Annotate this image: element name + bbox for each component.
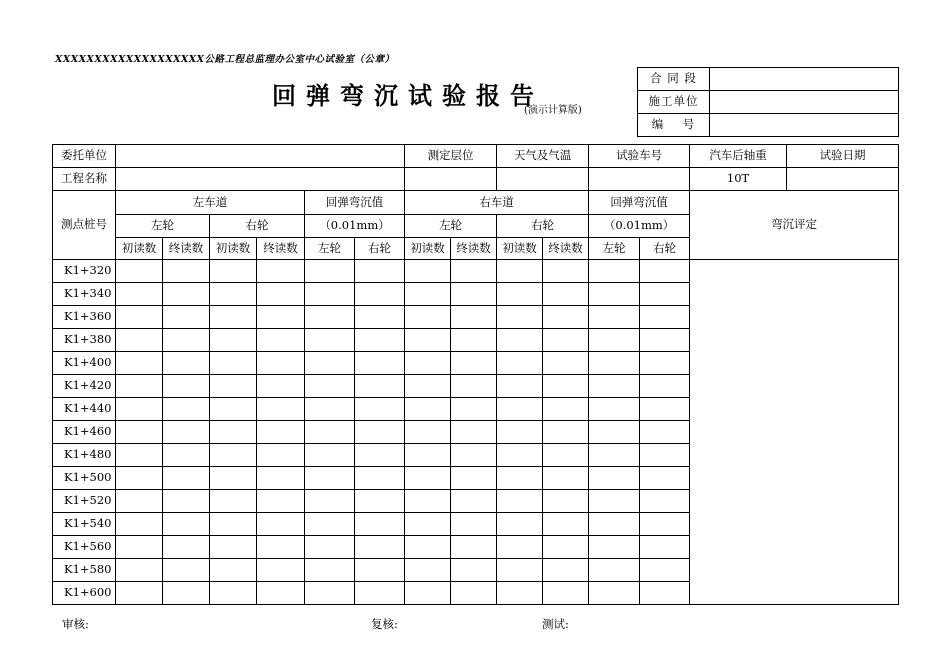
reading-cell[interactable]: [589, 421, 640, 444]
station-cell: K1+360: [53, 306, 116, 329]
evaluation-cell[interactable]: [690, 260, 899, 605]
reading-cell[interactable]: [305, 513, 355, 536]
reading-cell[interactable]: [355, 467, 405, 490]
reading-cell[interactable]: [451, 260, 497, 283]
reading-cell[interactable]: [405, 467, 451, 490]
reading-cell[interactable]: [305, 398, 355, 421]
reading-cell[interactable]: [116, 352, 163, 375]
reading-cell[interactable]: [640, 260, 690, 283]
reading-cell[interactable]: [640, 513, 690, 536]
reading-cell[interactable]: [589, 513, 640, 536]
reading-cell[interactable]: [589, 582, 640, 605]
station-cell: K1+320: [53, 260, 116, 283]
contract-value[interactable]: [710, 68, 899, 91]
left-unit-header: （0.01mm）: [305, 215, 405, 238]
station-cell: K1+340: [53, 283, 116, 306]
reading-cell[interactable]: [405, 306, 451, 329]
reading-cell[interactable]: [355, 352, 405, 375]
reading-cell[interactable]: [640, 536, 690, 559]
reading-cell[interactable]: [210, 375, 257, 398]
reading-cell[interactable]: [405, 375, 451, 398]
final-reading-header: 终读数: [163, 238, 210, 260]
station-cell: K1+380: [53, 329, 116, 352]
station-cell: K1+580: [53, 559, 116, 582]
reading-cell[interactable]: [163, 582, 210, 605]
right-wheel-header: 右轮: [355, 238, 405, 260]
reading-cell[interactable]: [355, 398, 405, 421]
reading-cell[interactable]: [640, 283, 690, 306]
date-value[interactable]: [787, 168, 899, 191]
reading-cell[interactable]: [257, 398, 305, 421]
reading-cell[interactable]: [589, 536, 640, 559]
reading-cell[interactable]: [451, 329, 497, 352]
contractor-label: 施工单位: [638, 91, 710, 114]
reading-cell[interactable]: [163, 306, 210, 329]
reading-cell[interactable]: [116, 306, 163, 329]
reading-cell[interactable]: [210, 513, 257, 536]
reading-cell[interactable]: [543, 467, 589, 490]
reading-cell[interactable]: [405, 421, 451, 444]
tester-label: 测试:: [542, 617, 569, 631]
project-value[interactable]: [116, 168, 405, 191]
reading-cell[interactable]: [640, 306, 690, 329]
reading-cell[interactable]: [116, 260, 163, 283]
reading-cell[interactable]: [210, 559, 257, 582]
reading-cell[interactable]: [257, 444, 305, 467]
right-unit-header: （0.01mm）: [589, 215, 690, 238]
reading-cell[interactable]: [497, 536, 543, 559]
reading-cell[interactable]: [210, 352, 257, 375]
reading-cell[interactable]: [543, 375, 589, 398]
initial-reading-header: 初读数: [405, 238, 451, 260]
organization-name: XXXXXXXXXXXXXXXXXXX公路工程总监理办公室中心试验室（公章）: [55, 54, 395, 65]
reading-cell[interactable]: [451, 352, 497, 375]
reading-cell[interactable]: [116, 421, 163, 444]
reading-cell[interactable]: [589, 375, 640, 398]
reading-cell[interactable]: [405, 444, 451, 467]
reading-cell[interactable]: [305, 283, 355, 306]
meta-row-2: [53, 168, 899, 191]
reading-cell[interactable]: [257, 513, 305, 536]
reading-cell[interactable]: [405, 398, 451, 421]
reading-cell[interactable]: [355, 260, 405, 283]
right-rebound-header: 回弹弯沉值: [589, 191, 690, 215]
reading-cell[interactable]: [640, 490, 690, 513]
reading-cell[interactable]: [405, 513, 451, 536]
reading-cell[interactable]: [405, 260, 451, 283]
reading-cell[interactable]: [451, 421, 497, 444]
reading-cell[interactable]: [497, 582, 543, 605]
evaluation-header: 弯沉评定: [690, 191, 899, 260]
right-lane-left-wheel: 左轮: [405, 215, 497, 238]
left-lane-header: 左车道: [116, 191, 305, 215]
station-cell: K1+600: [53, 582, 116, 605]
reading-cell[interactable]: [497, 352, 543, 375]
reading-cell[interactable]: [257, 352, 305, 375]
initial-reading-header: 初读数: [210, 238, 257, 260]
reading-cell[interactable]: [451, 536, 497, 559]
reading-cell[interactable]: [257, 260, 305, 283]
reading-cell[interactable]: [589, 398, 640, 421]
reading-cell[interactable]: [497, 444, 543, 467]
reading-cell[interactable]: [451, 582, 497, 605]
reading-cell[interactable]: [451, 398, 497, 421]
reading-cell[interactable]: [257, 582, 305, 605]
reading-cell[interactable]: [355, 375, 405, 398]
reading-cell[interactable]: [497, 283, 543, 306]
reading-cell[interactable]: [210, 329, 257, 352]
reading-cell[interactable]: [355, 283, 405, 306]
reading-cell[interactable]: [640, 421, 690, 444]
reading-cell[interactable]: [589, 329, 640, 352]
station-cell: K1+400: [53, 352, 116, 375]
layer-label: 测定层位: [405, 145, 497, 168]
reading-cell[interactable]: [497, 306, 543, 329]
reading-cell[interactable]: [163, 536, 210, 559]
reading-cell[interactable]: [543, 398, 589, 421]
reading-cell[interactable]: [355, 329, 405, 352]
table-row: [53, 260, 899, 283]
left-lane-right-wheel: 右轮: [210, 215, 305, 238]
reading-cell[interactable]: [589, 283, 640, 306]
reading-cell[interactable]: [116, 467, 163, 490]
reading-cell[interactable]: [163, 375, 210, 398]
reading-cell[interactable]: [497, 467, 543, 490]
info-box: [637, 67, 899, 137]
reviewer-label: 审核:: [62, 617, 89, 631]
reading-cell[interactable]: [497, 421, 543, 444]
contract-label: 合 同 段: [638, 68, 710, 91]
reading-cell[interactable]: [451, 559, 497, 582]
reading-cell[interactable]: [355, 444, 405, 467]
number-row: [638, 114, 899, 137]
reading-cell[interactable]: [305, 536, 355, 559]
reading-cell[interactable]: [589, 352, 640, 375]
reading-cell[interactable]: [405, 329, 451, 352]
report-title: 回弹弯沉试验报告: [272, 81, 544, 110]
reading-cell[interactable]: [543, 260, 589, 283]
reading-cell[interactable]: [589, 444, 640, 467]
reading-cell[interactable]: [543, 444, 589, 467]
reading-cell[interactable]: [305, 421, 355, 444]
reading-cell[interactable]: [163, 467, 210, 490]
reading-cell[interactable]: [497, 513, 543, 536]
station-cell: K1+440: [53, 398, 116, 421]
reading-cell[interactable]: [355, 513, 405, 536]
reading-cell[interactable]: [257, 329, 305, 352]
final-reading-header: 终读数: [257, 238, 305, 260]
reading-cell[interactable]: [640, 467, 690, 490]
reading-cell[interactable]: [405, 559, 451, 582]
reading-cell[interactable]: [116, 375, 163, 398]
reading-cell[interactable]: [116, 536, 163, 559]
contractor-row: [638, 91, 899, 114]
reading-cell[interactable]: [640, 398, 690, 421]
weather-label: 天气及气温: [497, 145, 589, 168]
reading-cell[interactable]: [210, 467, 257, 490]
reading-cell[interactable]: [543, 513, 589, 536]
station-cell: K1+540: [53, 513, 116, 536]
reading-cell[interactable]: [497, 375, 543, 398]
reading-cell[interactable]: [589, 260, 640, 283]
reading-cell[interactable]: [497, 260, 543, 283]
number-label: 编 号: [638, 114, 710, 137]
reading-cell[interactable]: [543, 306, 589, 329]
reading-cell[interactable]: [451, 444, 497, 467]
reading-cell[interactable]: [543, 490, 589, 513]
reading-cell[interactable]: [640, 375, 690, 398]
axle-value[interactable]: 10T: [690, 168, 787, 191]
reading-cell[interactable]: [589, 306, 640, 329]
reading-cell[interactable]: [589, 559, 640, 582]
reading-cell[interactable]: [451, 306, 497, 329]
reading-cell[interactable]: [116, 444, 163, 467]
reading-cell[interactable]: [451, 283, 497, 306]
reading-cell[interactable]: [305, 375, 355, 398]
station-cell: K1+560: [53, 536, 116, 559]
reading-cell[interactable]: [163, 444, 210, 467]
axle-label: 汽车后轴重: [690, 145, 787, 168]
reading-cell[interactable]: [116, 490, 163, 513]
reading-cell[interactable]: [257, 375, 305, 398]
reading-cell[interactable]: [405, 582, 451, 605]
reading-cell[interactable]: [497, 329, 543, 352]
reading-cell[interactable]: [405, 352, 451, 375]
reading-cell[interactable]: [305, 329, 355, 352]
reading-cell[interactable]: [163, 398, 210, 421]
reading-cell[interactable]: [543, 559, 589, 582]
reading-cell[interactable]: [210, 283, 257, 306]
reading-cell[interactable]: [163, 559, 210, 582]
client-label: 委托单位: [53, 145, 116, 168]
contract-row: [638, 68, 899, 91]
reading-cell[interactable]: [640, 559, 690, 582]
reading-cell[interactable]: [451, 467, 497, 490]
left-wheel-header: 左轮: [589, 238, 640, 260]
reading-cell[interactable]: [543, 536, 589, 559]
reading-cell[interactable]: [210, 306, 257, 329]
reading-cell[interactable]: [163, 260, 210, 283]
project-label: 工程名称: [53, 168, 116, 191]
final-reading-header: 终读数: [451, 238, 497, 260]
reading-cell[interactable]: [210, 421, 257, 444]
reading-cell[interactable]: [405, 490, 451, 513]
contractor-value[interactable]: [710, 91, 899, 114]
reading-cell[interactable]: [210, 398, 257, 421]
right-wheel-header: 右轮: [640, 238, 690, 260]
reading-cell[interactable]: [640, 352, 690, 375]
client-value[interactable]: [116, 145, 405, 168]
reading-cell[interactable]: [257, 421, 305, 444]
reading-cell[interactable]: [497, 490, 543, 513]
reading-cell[interactable]: [355, 559, 405, 582]
header-row-1: [53, 191, 899, 215]
reading-cell[interactable]: [355, 490, 405, 513]
vehicle-label: 试验车号: [589, 145, 690, 168]
station-cell: K1+520: [53, 490, 116, 513]
checker-label: 复核:: [371, 617, 398, 631]
station-cell: K1+500: [53, 467, 116, 490]
reading-cell[interactable]: [116, 329, 163, 352]
number-value[interactable]: [710, 114, 899, 137]
reading-cell[interactable]: [163, 283, 210, 306]
reading-cell[interactable]: [305, 352, 355, 375]
reading-cell[interactable]: [257, 490, 305, 513]
right-lane-header: 右车道: [405, 191, 589, 215]
reading-cell[interactable]: [305, 306, 355, 329]
reading-cell[interactable]: [355, 536, 405, 559]
reading-cell[interactable]: [163, 513, 210, 536]
reading-cell[interactable]: [210, 490, 257, 513]
weather-value[interactable]: [497, 168, 589, 191]
reading-cell[interactable]: [355, 421, 405, 444]
reading-cell[interactable]: [543, 421, 589, 444]
reading-cell[interactable]: [257, 536, 305, 559]
reading-cell[interactable]: [589, 490, 640, 513]
reading-cell[interactable]: [257, 559, 305, 582]
reading-cell[interactable]: [210, 444, 257, 467]
reading-cell[interactable]: [451, 513, 497, 536]
initial-reading-header: 初读数: [497, 238, 543, 260]
reading-cell[interactable]: [543, 582, 589, 605]
report-subtitle: (演示计算版): [524, 105, 582, 116]
reading-cell[interactable]: [163, 352, 210, 375]
meta-row-1: [53, 145, 899, 168]
station-cell: K1+480: [53, 444, 116, 467]
reading-cell[interactable]: [355, 582, 405, 605]
reading-cell[interactable]: [305, 467, 355, 490]
station-cell: K1+460: [53, 421, 116, 444]
reading-cell[interactable]: [589, 467, 640, 490]
reading-cell[interactable]: [305, 260, 355, 283]
reading-cell[interactable]: [210, 582, 257, 605]
reading-cell[interactable]: [116, 283, 163, 306]
reading-cell[interactable]: [640, 444, 690, 467]
reading-cell[interactable]: [116, 513, 163, 536]
left-wheel-header: 左轮: [305, 238, 355, 260]
left-lane-left-wheel: 左轮: [116, 215, 210, 238]
reading-cell[interactable]: [497, 559, 543, 582]
vehicle-value[interactable]: [589, 168, 690, 191]
reading-cell[interactable]: [543, 329, 589, 352]
reading-cell[interactable]: [163, 329, 210, 352]
reading-cell[interactable]: [116, 582, 163, 605]
reading-cell[interactable]: [116, 398, 163, 421]
reading-cell[interactable]: [355, 306, 405, 329]
reading-cell[interactable]: [210, 536, 257, 559]
reading-cell[interactable]: [305, 582, 355, 605]
initial-reading-header: 初读数: [116, 238, 163, 260]
reading-cell[interactable]: [163, 421, 210, 444]
right-lane-right-wheel: 右轮: [497, 215, 589, 238]
deflection-table: [52, 144, 899, 605]
reading-cell[interactable]: [257, 467, 305, 490]
reading-cell[interactable]: [451, 375, 497, 398]
reading-cell[interactable]: [305, 444, 355, 467]
station-cell: K1+420: [53, 375, 116, 398]
station-header: 测点桩号: [53, 191, 116, 260]
left-rebound-header: 回弹弯沉值: [305, 191, 405, 215]
reading-cell[interactable]: [257, 306, 305, 329]
reading-cell[interactable]: [405, 536, 451, 559]
reading-cell[interactable]: [543, 352, 589, 375]
reading-cell[interactable]: [640, 582, 690, 605]
reading-cell[interactable]: [163, 490, 210, 513]
reading-cell[interactable]: [451, 490, 497, 513]
reading-cell[interactable]: [543, 283, 589, 306]
final-reading-header: 终读数: [543, 238, 589, 260]
date-label: 试验日期: [787, 145, 899, 168]
reading-cell[interactable]: [405, 283, 451, 306]
layer-value[interactable]: [405, 168, 497, 191]
reading-cell[interactable]: [257, 283, 305, 306]
reading-cell[interactable]: [497, 398, 543, 421]
reading-cell[interactable]: [640, 329, 690, 352]
reading-cell[interactable]: [210, 260, 257, 283]
reading-cell[interactable]: [116, 559, 163, 582]
reading-cell[interactable]: [305, 559, 355, 582]
reading-cell[interactable]: [305, 490, 355, 513]
